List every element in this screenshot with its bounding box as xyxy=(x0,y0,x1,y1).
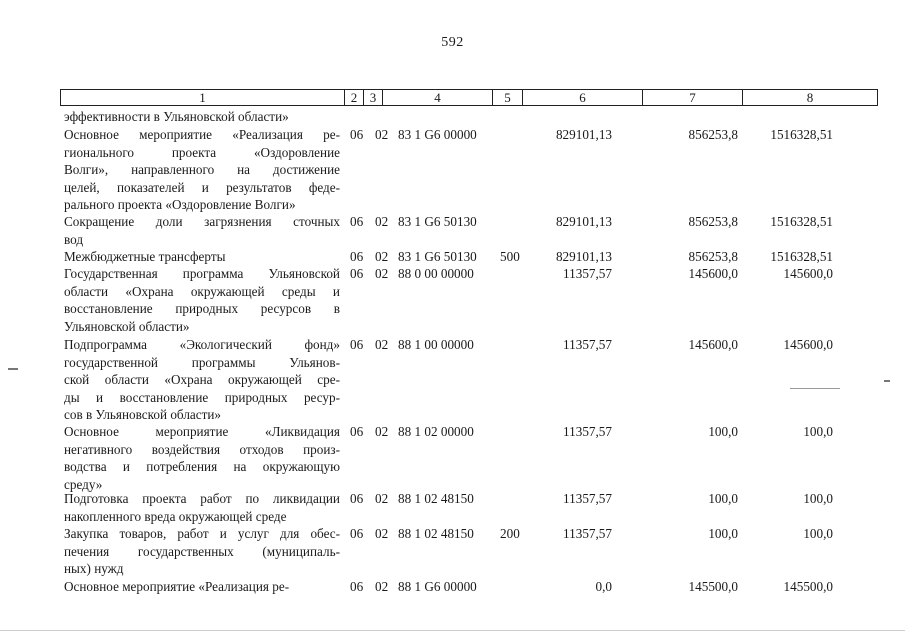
row-description xyxy=(64,248,340,266)
amount-col-8: 100,0 xyxy=(803,526,833,541)
section-code: 06 xyxy=(350,249,364,264)
description-line: водства и потребления на окружающую xyxy=(64,459,340,475)
section-code: 06 xyxy=(350,526,364,541)
amount-col-7: 856253,8 xyxy=(688,214,738,229)
section-code: 06 xyxy=(350,266,364,281)
amount-col-7: 145500,0 xyxy=(688,579,738,594)
row-description xyxy=(64,213,340,248)
header-cell-7: 7 xyxy=(643,90,743,105)
description-line: восстановление природных ресурсов в xyxy=(64,301,340,317)
header-cell-3: 3 xyxy=(364,90,383,105)
amount-col-6: 11357,57 xyxy=(563,337,612,352)
subsection-code: 02 xyxy=(375,337,389,352)
description-line: Сокращение доли загрязнения сточных xyxy=(64,214,340,229)
description-line: гионального проекта «Оздоровление xyxy=(64,144,340,160)
subsection-code: 02 xyxy=(375,424,389,439)
description-line: эффективности в Ульяновской области» xyxy=(64,109,289,124)
amount-col-6: 0,0 xyxy=(595,579,612,594)
row-description xyxy=(64,108,340,126)
row-description xyxy=(64,490,340,525)
description-line: Волги», направленного на достижение xyxy=(64,162,340,178)
header-cell-4: 4 xyxy=(383,90,493,105)
amount-col-7: 856253,8 xyxy=(688,127,738,142)
amount-col-8: 1516328,51 xyxy=(770,214,833,229)
row-description xyxy=(64,578,340,596)
target-article-code: 83 1 G6 50130 xyxy=(398,214,477,229)
row-description xyxy=(64,126,340,214)
description-line: Подготовка проекта работ по ликвидации xyxy=(64,491,340,506)
amount-col-6: 11357,57 xyxy=(563,424,612,439)
amount-col-6: 11357,57 xyxy=(563,526,612,541)
target-article-code: 88 1 02 00000 xyxy=(398,424,474,439)
table-header-row xyxy=(60,89,878,106)
row-description xyxy=(64,265,340,335)
subsection-code: 02 xyxy=(375,214,389,229)
amount-col-8: 145600,0 xyxy=(783,337,833,352)
section-code: 06 xyxy=(350,491,364,506)
amount-col-7: 145600,0 xyxy=(688,337,738,352)
description-line: вод xyxy=(64,231,84,247)
target-article-code: 88 0 00 00000 xyxy=(398,266,474,281)
subsection-code: 02 xyxy=(375,491,389,506)
header-cell-2: 2 xyxy=(345,90,364,105)
page-number: 592 xyxy=(441,35,464,50)
header-cell-1: 1 xyxy=(61,90,345,105)
description-line: среду» xyxy=(64,476,103,492)
description-line: негативного воздействия отходов произ- xyxy=(64,441,340,457)
description-line: государственной программы Ульянов- xyxy=(64,354,340,370)
section-code: 06 xyxy=(350,214,364,229)
header-cell-5: 5 xyxy=(493,90,523,105)
amount-col-8: 145600,0 xyxy=(783,266,833,281)
target-article-code: 88 1 00 00000 xyxy=(398,337,474,352)
amount-col-7: 100,0 xyxy=(708,526,738,541)
description-line: Подпрограмма «Экологический фонд» xyxy=(64,337,340,352)
scan-speck xyxy=(8,368,18,370)
scan-speck xyxy=(790,388,840,389)
description-line: Основное мероприятие «Реализация ре- xyxy=(64,579,290,594)
description-line: Основное мероприятие «Ликвидация xyxy=(64,424,340,439)
section-code: 06 xyxy=(350,424,364,439)
description-line: Межбюджетные трансферты xyxy=(64,249,226,264)
target-article-code: 88 1 G6 00000 xyxy=(398,579,477,594)
amount-col-6: 829101,13 xyxy=(555,249,612,264)
header-cell-6: 6 xyxy=(523,90,643,105)
target-article-code: 83 1 G6 50130 xyxy=(398,249,477,264)
header-cell-8: 8 xyxy=(806,90,814,105)
description-line: накопленного вреда окружающей среде xyxy=(64,508,287,524)
row-description xyxy=(64,423,340,493)
amount-col-7: 100,0 xyxy=(708,424,738,439)
description-line: Государственная программа Ульяновской xyxy=(64,266,340,281)
expense-type-code: 500 xyxy=(500,249,520,264)
amount-col-6: 829101,13 xyxy=(555,214,612,229)
target-article-code: 83 1 G6 00000 xyxy=(398,127,477,142)
amount-col-6: 11357,57 xyxy=(563,491,612,506)
description-line: ды и восстановление природных ресур- xyxy=(64,389,340,405)
description-line: целей, показателей и результатов феде- xyxy=(64,179,340,195)
subsection-code: 02 xyxy=(375,266,389,281)
subsection-code: 02 xyxy=(375,127,389,142)
amount-col-7: 145600,0 xyxy=(688,266,738,281)
scan-edge xyxy=(0,630,905,631)
amount-col-8: 1516328,51 xyxy=(770,127,833,142)
subsection-code: 02 xyxy=(375,526,389,541)
section-code: 06 xyxy=(350,127,364,142)
description-line: Ульяновской области» xyxy=(64,318,190,334)
target-article-code: 88 1 02 48150 xyxy=(398,526,474,541)
description-line: области «Охрана окружающей среды и xyxy=(64,283,340,299)
target-article-code: 88 1 02 48150 xyxy=(398,491,474,506)
description-line: печения государственных (муниципаль- xyxy=(64,543,340,559)
section-code: 06 xyxy=(350,337,364,352)
subsection-code: 02 xyxy=(375,249,389,264)
description-line: рального проекта «Оздоровление Волги» xyxy=(64,197,296,213)
amount-col-6: 829101,13 xyxy=(555,127,612,142)
description-line: Основное мероприятие «Реализация ре- xyxy=(64,127,340,142)
amount-col-7: 856253,8 xyxy=(688,249,738,264)
description-line: Закупка товаров, работ и услуг для обес- xyxy=(64,526,340,541)
amount-col-8: 100,0 xyxy=(803,491,833,506)
scan-speck xyxy=(884,380,890,382)
description-line: ской области «Охрана окружающей сре- xyxy=(64,372,340,388)
amount-col-8: 145500,0 xyxy=(783,579,833,594)
amount-col-7: 100,0 xyxy=(708,491,738,506)
subsection-code: 02 xyxy=(375,579,389,594)
amount-col-8: 1516328,51 xyxy=(770,249,833,264)
section-code: 06 xyxy=(350,579,364,594)
description-line: сов в Ульяновской области» xyxy=(64,407,222,423)
row-description xyxy=(64,525,340,578)
expense-type-code: 200 xyxy=(500,526,520,541)
amount-col-6: 11357,57 xyxy=(563,266,612,281)
row-description xyxy=(64,336,340,424)
amount-col-8: 100,0 xyxy=(803,424,833,439)
description-line: ных) нужд xyxy=(64,561,124,577)
